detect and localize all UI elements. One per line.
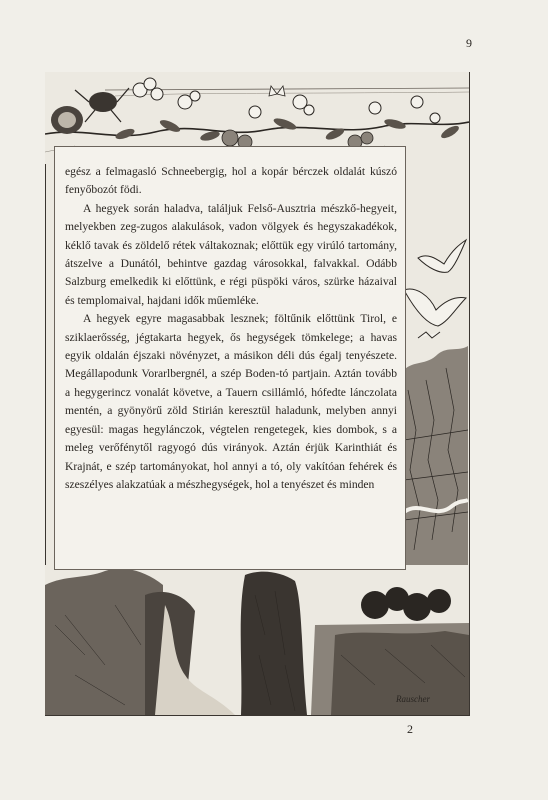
- text-panel: [54, 146, 406, 570]
- artist-signature: Rauscher: [396, 694, 430, 704]
- page-number: 9: [466, 36, 473, 50]
- paragraph-2: A hegyek során haladva, találjuk Felső-Ausztria mészkő-hegyeit, melyekben zeg-zugos alakulások, vadon völgyek és hegyszakadékok, kéklő tavak és zöldelő rétek váltakoznak; előttük egy virúló tartomány, átszelve a Dunától, behintve gazdag városokkal, falvakkal. Odább Salzburg emelkedik ki előttünk, e régi püspöki város, szürke házaival és templomaival, hajdani idők műemléke.: [65, 201, 397, 307]
- plate-number: 2: [407, 722, 413, 736]
- birds-and-cliffs-engraving: [404, 140, 468, 570]
- paragraph-3: A hegyek egyre magasabbak lesznek; föltűnik előttünk Tirol, e sziklaerősség, jégtakarta hegyek, ős hegységek tömkelege; a havas egyik oldalán éjszaki növényzet, a másikon déli dús égalj tenyészete. Megállapodunk Vorarlbergnél, a szép Boden-tó partjain. Aztán tovább a hegygerincz vonalát követve, a Tauern csillámló, hófedte lánczolata mentén, a gyönyörű zöld Stirián keresztül haladunk, melyben annyi egyesül: magas hegylánczok, végtelen rengetegek, kies dombok, s a meleg verőfénytől ragyogó dús virányok. Aztán érjük Karinthiát és Krajnát, e szép tartományokat, hol annyi a tó, oly vakítóan fehérek és szeszélyes alakzatúak a mészhegységek, hol a tenyészet és minden: [65, 312, 397, 491]
- paragraph-1: egész a felmagasló Schneebergig, hol a kopár bérczek oldalát kúszó fenyőbozót födi.: [65, 165, 397, 197]
- alpine-gorge-engraving: [45, 565, 469, 715]
